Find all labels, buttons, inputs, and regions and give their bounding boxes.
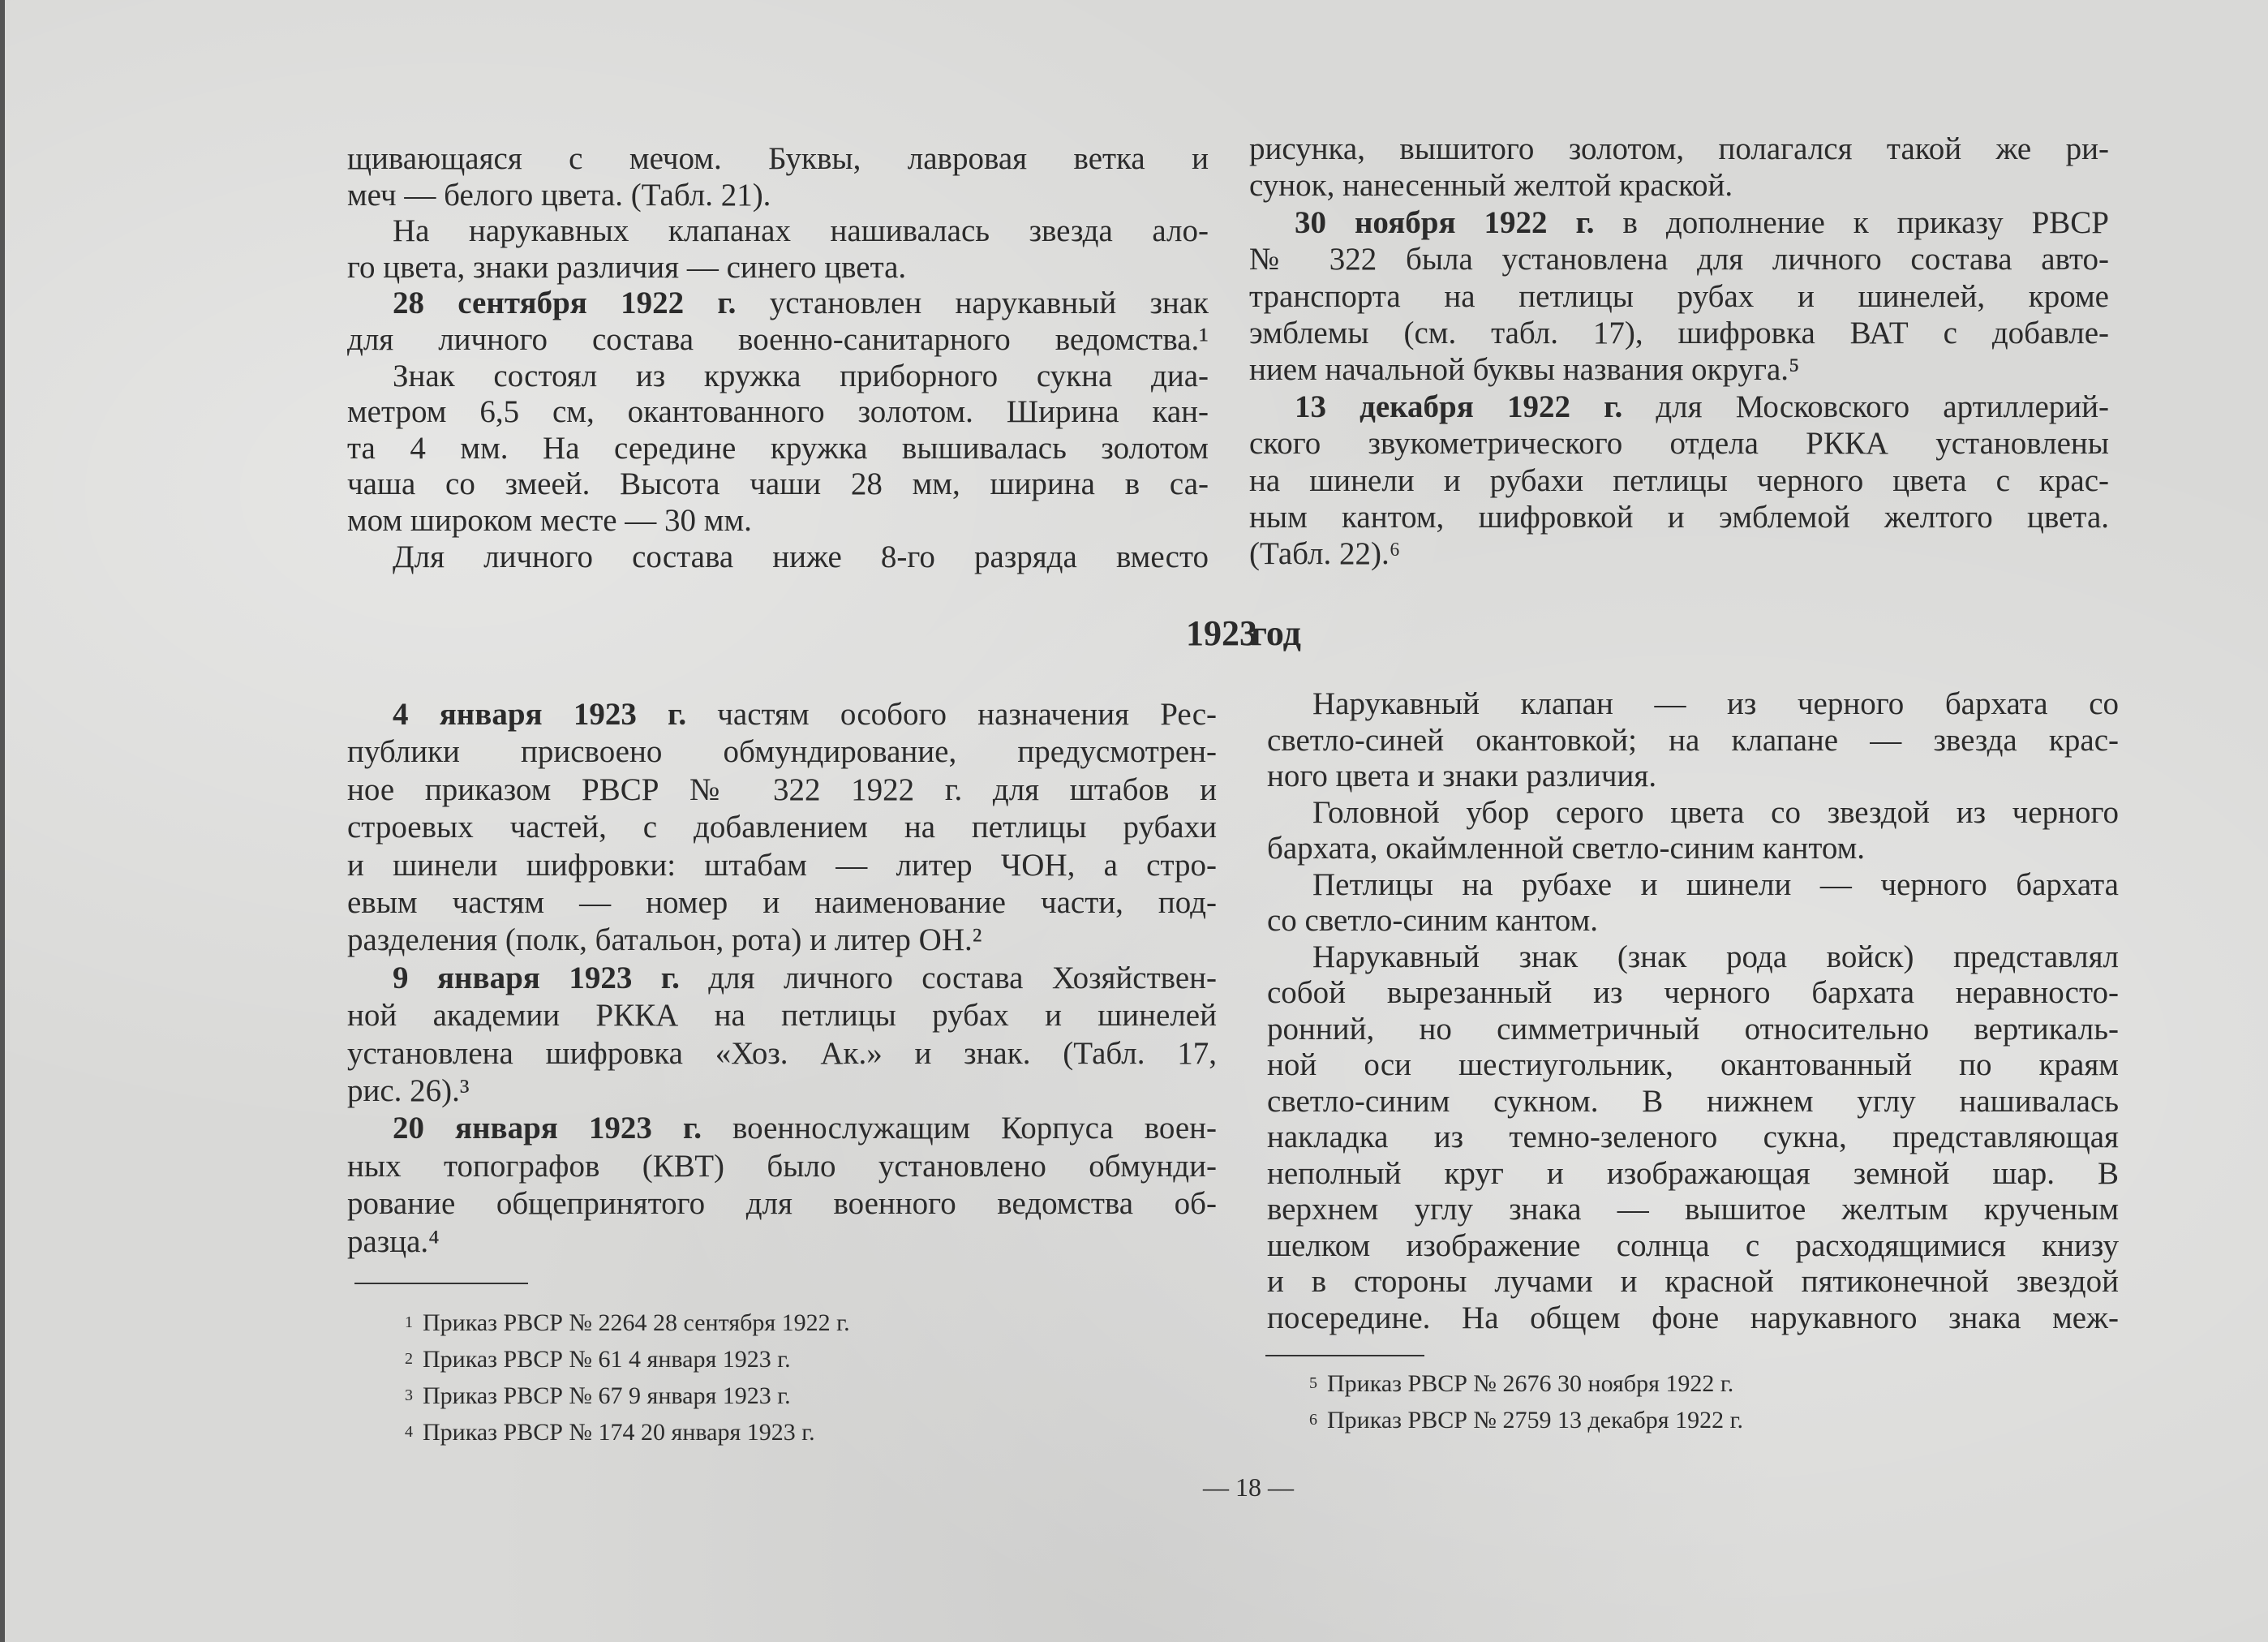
line-text: Петлицы на рубахе и шинели — черного бархата — [1312, 866, 2119, 902]
line-text: разделения (полк, батальон, рота) и литер ОН.² — [347, 922, 982, 958]
line-text: транспорта на петлицы рубах и шинелей, кроме — [1249, 278, 2109, 314]
date-bold: 13 декабря 1922 г. — [1295, 389, 1623, 424]
line-text: Нарукавный знак (знак рода войск) представлял — [1312, 939, 2119, 974]
left-column-bottom — [347, 696, 1217, 1261]
text-line — [1267, 1192, 2119, 1228]
text-line — [1267, 831, 2119, 867]
footnote-text: Приказ РВСР № 67 9 января 1923 г. — [423, 1382, 791, 1409]
line-text: № 322 была установлена для личного состава авто- — [1249, 242, 2109, 277]
line-text: для личного состава Хозяйствен- — [679, 960, 1217, 995]
line-text: собой вырезанный из черного бархата неравносто- — [1267, 975, 2119, 1010]
text-line — [347, 322, 1209, 359]
footnote-text: Приказ РВСР № 174 20 января 1923 г. — [423, 1419, 815, 1446]
footnote-number: 1 — [405, 1313, 413, 1331]
section-word: год — [1251, 613, 1301, 653]
text-line — [347, 1223, 1217, 1261]
line-text: евым частям — номер и наименование части, под- — [347, 885, 1217, 921]
footnote-text: Приказ РВСР № 2759 13 декабря 1922 г. — [1327, 1407, 1744, 1434]
text-line — [1249, 535, 2109, 572]
line-text: со светло-синим кантом. — [1267, 903, 1598, 938]
text-line — [347, 1035, 1217, 1072]
footnote — [1309, 1402, 1743, 1438]
line-text: Для личного состава ниже 8-го разряда вместо — [393, 539, 1209, 574]
footnote-number: 4 — [405, 1423, 413, 1441]
footnotes-right — [1309, 1365, 1743, 1438]
footnote-rule-left — [354, 1283, 528, 1284]
text-line — [347, 809, 1217, 846]
footnote-number: 3 — [405, 1386, 413, 1404]
text-line — [1267, 723, 2119, 759]
line-text: светло-синим сукном. В нижнем углу нашивалась — [1267, 1083, 2119, 1119]
line-text: Нарукавный клапан — из черного бархата со — [1312, 686, 2119, 721]
line-text: в дополнение к приказу РВСР — [1594, 204, 2109, 240]
footnote-number: 2 — [405, 1350, 413, 1368]
text-line — [347, 394, 1209, 431]
text-line — [347, 772, 1217, 809]
text-line — [1267, 795, 2119, 832]
line-text: эмблемы (см. табл. 17), шифровка ВАТ с добавле- — [1249, 316, 2109, 351]
text-line — [347, 539, 1209, 576]
footnote-text: Приказ РВСР № 2676 30 ноября 1922 г. — [1327, 1370, 1734, 1397]
date-bold: 28 сентября 1922 г. — [393, 286, 737, 321]
text-line — [1267, 1264, 2119, 1300]
line-text: для Московского артиллерий- — [1622, 389, 2109, 424]
text-line — [347, 141, 1209, 178]
text-line — [1267, 1047, 2119, 1084]
text-line — [1267, 1120, 2119, 1156]
line-text: бархата, окаймленной светло-синим кантом. — [1267, 831, 1866, 866]
text-line — [347, 1148, 1217, 1185]
line-text: рисунка, вышитого золотом, полагался такой же ри- — [1249, 131, 2109, 166]
line-text: установлен нарукавный знак — [736, 286, 1209, 321]
line-text: сунок, нанесенный желтой краской. — [1249, 168, 1733, 204]
text-line — [347, 503, 1209, 539]
text-line — [347, 997, 1217, 1034]
text-line — [1249, 204, 2109, 241]
line-text: рование общепринятого для военного ведомства об- — [347, 1186, 1217, 1222]
text-line — [347, 250, 1209, 286]
line-text: и в стороны лучами и красной пятиконечной звездой — [1267, 1264, 2119, 1299]
date-bold: 4 января 1923 г. — [393, 697, 687, 732]
text-line — [1267, 1084, 2119, 1120]
footnote — [405, 1341, 850, 1378]
line-text: го цвета, знаки различия — синего цвета. — [347, 249, 907, 285]
text-line — [347, 466, 1209, 503]
footnote — [405, 1414, 850, 1451]
scan-edge — [0, 0, 5, 1642]
text-line — [1249, 241, 2109, 277]
footnote-text: Приказ РВСР № 2264 28 сентября 1922 г. — [423, 1309, 850, 1336]
text-line — [1267, 1156, 2119, 1193]
line-text: ронний, но симметричный относительно вертикаль- — [1267, 1011, 2119, 1047]
line-text: щивающаяся с мечом. Буквы, лавровая ветка и — [347, 141, 1209, 176]
line-text: публики присвоено обмундирование, предусмотрен- — [347, 734, 1217, 770]
footnotes-left — [405, 1305, 850, 1451]
text-line — [347, 696, 1217, 733]
footnote — [405, 1305, 850, 1341]
date-bold: 20 января 1923 г. — [393, 1111, 702, 1146]
line-text: рис. 26).³ — [347, 1073, 470, 1109]
text-line — [1249, 167, 2109, 204]
line-text: установлена шифровка «Хоз. Ак.» и знак. (Табл. 17, — [347, 1035, 1217, 1071]
line-text: для личного состава военно-санитарного ведомства.¹ — [347, 321, 1209, 357]
text-line — [347, 178, 1209, 214]
line-text: частям особого назначения Рес- — [686, 697, 1217, 732]
line-text: метром 6,5 см, окантованного золотом. Ширина кан- — [347, 394, 1209, 430]
line-text: военнослужащим Корпуса воен- — [701, 1111, 1217, 1146]
section-year: 1923 — [1186, 613, 1257, 653]
text-line — [347, 884, 1217, 922]
line-text: (Табл. 22).⁶ — [1249, 536, 1401, 572]
line-text: ных топографов (КВТ) было установлено обмунди- — [347, 1148, 1217, 1184]
text-line — [1249, 499, 2109, 535]
right-column-top — [1249, 131, 2109, 573]
line-text: та 4 мм. На середине кружка вышивалась золотом — [347, 430, 1209, 466]
text-line — [1249, 131, 2109, 167]
line-text: меч — белого цвета. (Табл. 21). — [347, 177, 771, 213]
text-line — [347, 1072, 1217, 1110]
text-line — [347, 1185, 1217, 1223]
line-text: и шинели шифровки: штабам — литер ЧОН, а стро- — [347, 847, 1217, 883]
footnote — [1309, 1365, 1743, 1402]
footnote-number: 6 — [1309, 1411, 1317, 1429]
page-number: — 18 — — [1203, 1472, 1294, 1502]
line-text: светло-синей окантовкой; на клапане — звезда крас- — [1267, 722, 2119, 758]
footnote-number: 5 — [1309, 1374, 1317, 1392]
left-column-top — [347, 141, 1209, 575]
footnote-text: Приказ РВСР № 61 4 января 1923 г. — [423, 1346, 791, 1373]
line-text: мом широком месте — 30 мм. — [347, 502, 752, 538]
text-line — [347, 960, 1217, 997]
line-text: ной академии РККА на петлицы рубах и шинелей — [347, 998, 1217, 1034]
text-line — [1249, 389, 2109, 425]
line-text: На нарукавных клапанах нашивалась звезда ало- — [393, 213, 1209, 249]
text-line — [1267, 1012, 2119, 1048]
text-line — [1249, 425, 2109, 462]
line-text: шелком изображение солнца с расходящимися книзу — [1267, 1227, 2119, 1263]
line-text: ное приказом РВСР № 322 1922 г. для штабов и — [347, 772, 1217, 807]
footnote — [405, 1378, 850, 1414]
line-text: чаша со змеей. Высота чаши 28 мм, ширина в са- — [347, 466, 1209, 502]
line-text: Знак состоял из кружка приборного сукна диа- — [393, 358, 1209, 393]
line-text: ным кантом, шифровкой и эмблемой желтого цвета. — [1249, 500, 2109, 535]
line-text: разца.⁴ — [347, 1223, 440, 1259]
line-text: на шинели и рубахи петлицы черного цвета с крас- — [1249, 462, 2109, 498]
line-text: ного цвета и знаки различия. — [1267, 759, 1657, 793]
text-line — [347, 359, 1209, 395]
text-line — [1267, 903, 2119, 939]
line-text: Головной убор серого цвета со звездой из черного — [1312, 794, 2119, 830]
text-line — [347, 213, 1209, 250]
date-bold: 30 ноября 1922 г. — [1295, 204, 1595, 240]
right-column-bottom — [1267, 686, 2119, 1336]
line-text: неполный круг и изображающая земной шар. В — [1267, 1155, 2119, 1191]
text-line — [1267, 939, 2119, 976]
text-line — [1267, 686, 2119, 723]
text-line — [1267, 1300, 2119, 1337]
text-line — [1249, 315, 2109, 351]
line-text: верхнем углу знака — вышитое желтым крученым — [1267, 1192, 2119, 1227]
footnote-rule-right — [1265, 1355, 1424, 1356]
text-line — [347, 286, 1209, 322]
line-text: нием начальной буквы названия округа.⁵ — [1249, 352, 1800, 388]
line-text: посередине. На общем фоне нарукавного знака меж- — [1267, 1300, 2119, 1335]
text-line — [1267, 867, 2119, 904]
date-bold: 9 января 1923 г. — [393, 960, 680, 995]
text-line — [1249, 351, 2109, 388]
text-line — [1249, 278, 2109, 315]
text-line — [347, 922, 1217, 959]
text-line — [347, 847, 1217, 884]
text-line — [1249, 462, 2109, 499]
text-line — [347, 733, 1217, 771]
line-text: ной оси шестиугольник, окантованный по краям — [1267, 1047, 2119, 1082]
text-line — [347, 1110, 1217, 1147]
text-line — [1267, 1228, 2119, 1265]
text-line — [1267, 759, 2119, 795]
line-text: накладка из темно-зеленого сукна, представляющая — [1267, 1120, 2119, 1154]
line-text: ского звукометрического отдела РККА установлены — [1249, 426, 2109, 462]
line-text: строевых частей, с добавлением на петлицы рубахи — [347, 810, 1217, 845]
text-line — [347, 431, 1209, 467]
text-line — [1267, 975, 2119, 1012]
